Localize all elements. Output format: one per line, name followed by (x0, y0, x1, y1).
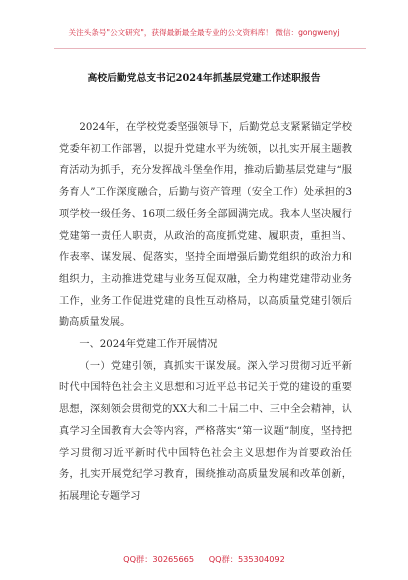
header-divider (54, 48, 366, 49)
footer-contacts (0, 554, 408, 565)
document-title: 高校后勤党总支书记2024年抓基层党建工作述职报告 (87, 73, 321, 84)
paragraph-intro: 2024年，在学校党委坚强领导下，后勤党总支紧紧锚定学校党委年初工作部署，以提升党建水平为统领，以扎实开展主题教育活动为抓手，充分发挥战斗堡垒作用，推动后勤基层党建与“服务育人”工作深度融合，后勤与资产管理（安全工作）处承担的3项学校一级任务、16项二级任务全部圆满完成。我本人坚决履行党建第一责任人职责，从政治的高度抓党建、履职责，重担当、作表率、谋发展、促落实，坚持全面增强后勤党组织的政治力和组织力，主动推进党建与业务互促双融，全力构建党建带动业务工作，业务工作促进党建的良性互动格局，以高质量党建引领后勤高质量发展。 (59, 122, 352, 329)
footer-qq-group-1: QQ群：30265665 (123, 554, 195, 564)
footer-qq-group-2: QQ群：535304092 (208, 554, 285, 564)
section-heading: 一、2024年党建工作开展情况 (79, 339, 218, 351)
paragraph-section-1: （一）党建引领，真抓实干谋发展。深入学习贯彻习近平新时代中国特色社会主义思想和习近平总书记关于党的建设的重要思想，深刻领会贯彻党的XX大和二十届二中、三中全会精神，认真学习全国教育大会等内容，严格落实“第一议题”制度，坚持把学习贯彻习近平新时代中国特色社会主义思想作为首要政治任务，扎实开展党纪学习教育，围绕推动高质量发展和改革创新，拓展理论专题学习 (59, 360, 352, 502)
document-body (59, 117, 352, 508)
header-note: 关注头条号"公文研究"，获得最新最全最专业的公文资料库！ 微信：gongwenyj (68, 28, 340, 37)
